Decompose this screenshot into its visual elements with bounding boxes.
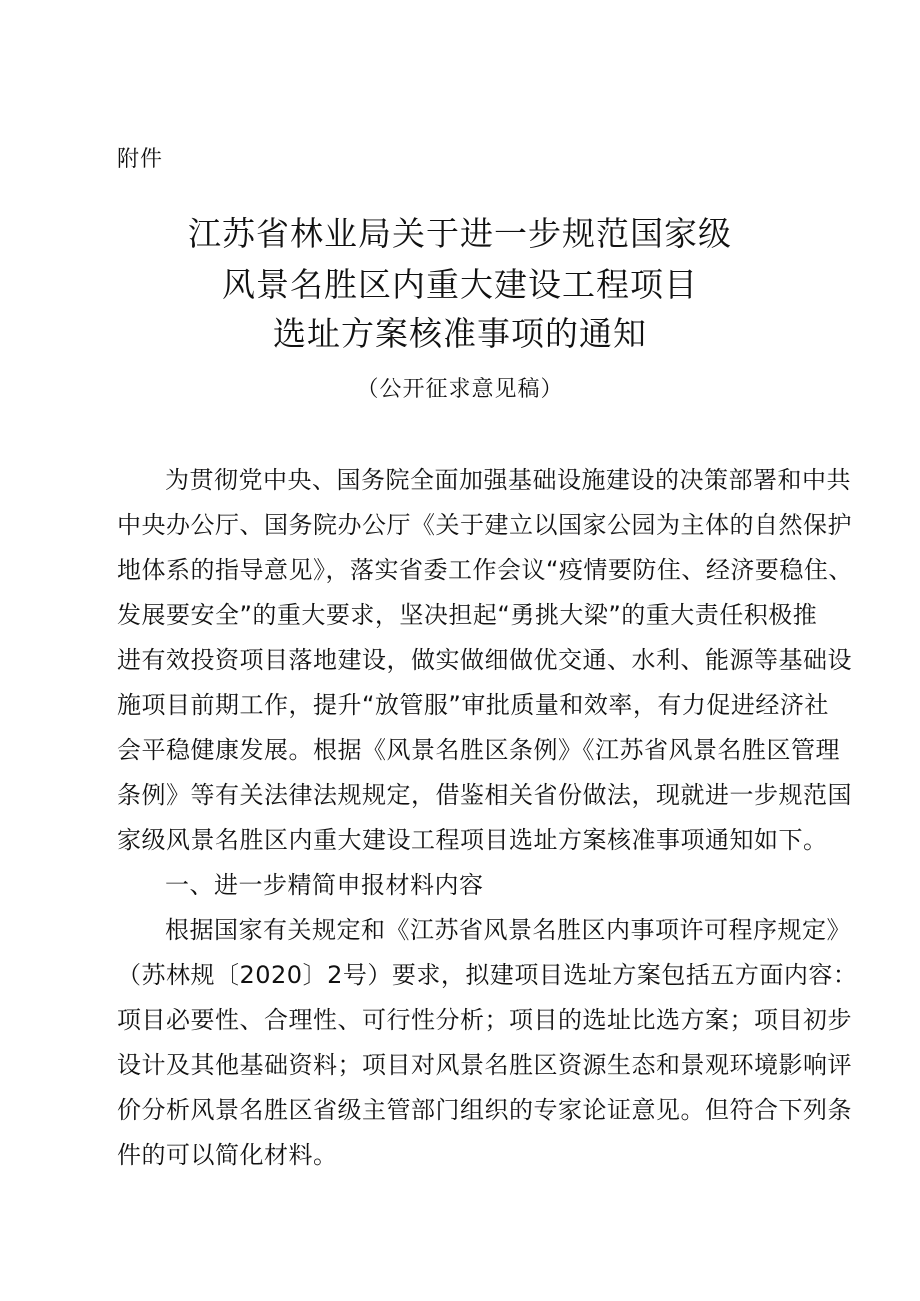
paragraph-intro [117,458,853,863]
text-line: 件的可以简化材料。 [117,1141,338,1169]
document-title-line-1: 江苏省林业局关于进一步规范国家级 [188,214,732,253]
text-line: 地体系的指导意见》，落实省委工作会议“疫情要防住、经济要稳住、 [117,556,853,584]
text-line: 会平稳健康发展。根据《风景名胜区条例》《江苏省风景名胜区管理 [117,736,840,764]
text-line: 施项目前期工作，提升“放管服”审批质量和效率，有力促进经济社 [117,691,829,719]
document-title-line-2: 风景名胜区内重大建设工程项目 [222,265,698,304]
attachment-label: 附件 [117,147,164,172]
document-body [117,458,858,1178]
text-line: 家级风景名胜区内重大建设工程项目选址方案核准事项通知如下。 [117,826,828,854]
text-line: 根据国家有关规定和《江苏省风景名胜区内事项许可程序规定》 [165,916,851,944]
section-heading: 一、进一步精简申报材料内容 [165,871,484,899]
document-title-line-3: 选址方案核准事项的通知 [273,314,647,353]
text-line: 为贯彻党中央、国务院全面加强基础设施建设的决策部署和中共 [165,466,851,494]
text-line: 项目必要性、合理性、可行性分析；项目的选址比选方案；项目初步 [117,1006,852,1034]
text-line: 发展要安全”的重大要求，坚决担起“勇挑大梁”的重大责任积极推 [117,601,818,629]
text-line: 设计及其他基础资料；项目对风景名胜区资源生态和景观环境影响评 [117,1051,852,1079]
text-line: （苏林规〔2020〕2号）要求，拟建项目选址方案包括五方面内容： [117,961,858,989]
paragraph-materials [117,908,858,1178]
text-line: 进有效投资项目落地建设，做实做细做优交通、水利、能源等基础设 [117,646,852,674]
text-line: 条例》等有关法律法规规定，借鉴相关省份做法，现就进一步规范国 [117,781,852,809]
text-line: 价分析风景名胜区省级主管部门组织的专家论证意见。但符合下列条 [117,1096,852,1124]
document-subtitle: （公开征求意见稿） [356,377,564,402]
text-line: 中央办公厅、国务院办公厅《关于建立以国家公园为主体的自然保护 [117,511,852,539]
